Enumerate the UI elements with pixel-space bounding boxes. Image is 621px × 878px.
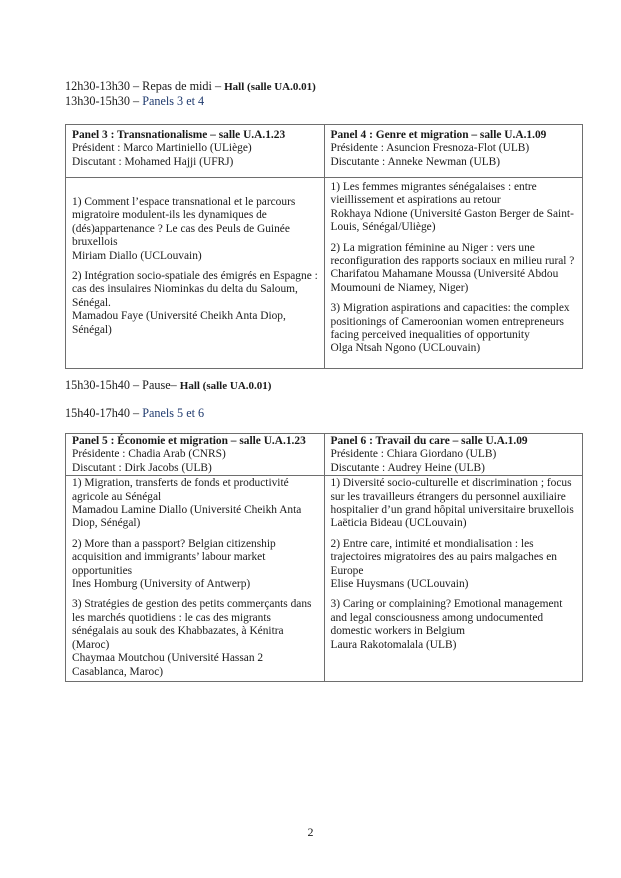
panel-chair: Présidente : Asuncion Fresnoza-Flot (ULB) (330, 142, 530, 155)
session1-time: 13h30-15h30 – (65, 94, 143, 108)
talk-item (72, 196, 319, 263)
panels-3-4-table (65, 124, 583, 369)
talk-speaker: Elise Huysmans (UCLouvain) (330, 578, 469, 591)
lunch-location: Hall (salle UA.0.01) (224, 81, 316, 93)
panel-title: Panel 4 : Genre et migration – salle U.A.1.09 (330, 129, 547, 141)
talk-speaker: Laëticia Bideau (UCLouvain) (330, 517, 467, 530)
talk-item (72, 598, 319, 678)
talk-item (331, 477, 578, 531)
panel-5-header (66, 434, 325, 476)
talk-title: 1) Les femmes migrantes sénégalaises : entre vieillissement et aspirations au retour (330, 181, 537, 207)
lunch-line (65, 80, 316, 94)
pause-time: 15h30-15h40 – Pause– (65, 378, 180, 392)
talk-item (331, 538, 578, 592)
panel-discussant: Discutant : Dirk Jacobs (ULB) (72, 461, 212, 474)
panel-3-header (66, 125, 325, 178)
panel-3-talks (66, 178, 325, 369)
talk-speaker: Laura Rakotomalala (ULB) (330, 638, 457, 651)
talk-title: 3) Migration aspirations and capacities: the complex positionings of Cameroonian women entrepreneurs facing perceived inequalities of opportunity (330, 302, 570, 342)
talk-speaker: Charifatou Mahamane Moussa (Université Abdou Moumouni de Niamey, Niger) (330, 268, 559, 294)
talk-item (72, 538, 319, 592)
panel-discussant: Discutant : Mohamed Hajji (UFRJ) (72, 155, 234, 168)
talk-speaker: Ines Homburg (University of Antwerp) (72, 578, 251, 591)
panel-title: Panel 5 : Économie et migration – salle U.A.1.23 (72, 435, 306, 447)
talk-item (331, 242, 578, 296)
panels-5-6-table (65, 433, 583, 682)
panel-chair: Présidente : Chiara Giordano (ULB) (330, 448, 497, 461)
talk-item (72, 270, 319, 337)
panel-discussant: Discutante : Audrey Heine (ULB) (330, 461, 485, 474)
talk-item (331, 302, 578, 356)
pause-location: Hall (salle UA.0.01) (179, 380, 272, 392)
panel-title: Panel 3 : Transnationalisme – salle U.A.1.23 (72, 129, 286, 141)
session2-label: Panels 5 et 6 (142, 406, 205, 420)
pause-line (65, 379, 271, 393)
talk-title: 2) La migration féminine au Niger : vers une reconfiguration des rapports sociaux en milieu rural ? (330, 241, 575, 268)
talk-speaker: Olga Ntsah Ngono (UCLouvain) (330, 342, 481, 355)
talk-item (331, 598, 578, 652)
talk-title: 3) Stratégies de gestion des petits commerçants dans les marchés quotidiens : le cas des migrants sénégalais au souk des Khabbazates, à Kénitra (Maroc) (72, 598, 312, 651)
talk-title: 1) Migration, transferts de fonds et productivité agricole au Sénégal (72, 477, 289, 503)
talk-title: 2) More than a passport? Belgian citizenship acquisition and immigrants’ labour market opportunities (72, 537, 276, 577)
talk-title: 2) Entre care, intimité et mondialisation : les trajectoires migratoires des au pairs malgaches en Europe (330, 537, 557, 577)
talk-title: 1) Comment l’espace transnational et le parcours migratoire modulent-ils les dynamiques de (dés)appartenance ? Le cas des Peuls de Guinée bruxellois (72, 196, 296, 249)
session1-line (65, 95, 204, 108)
talk-title: 2) Intégration socio-spatiale des émigrés en Espagne : cas des insulaires Niominkas du delta du Saloum, Sénégal. (72, 270, 318, 309)
panel-4-header (324, 125, 583, 178)
panel-6-talks (324, 476, 583, 682)
session1-label: Panels 3 et 4 (142, 94, 205, 108)
lunch-time: 12h30-13h30 – Repas de midi – (65, 79, 225, 93)
panel-title: Panel 6 : Travail du care – salle U.A.1.09 (330, 435, 528, 447)
panel-5-talks (66, 476, 325, 682)
talk-speaker: Rokhaya Ndione (Université Gaston Berger de Saint-Louis, Sénégal/Uliège) (330, 207, 574, 234)
panel-chair: Président : Marco Martiniello (ULiège) (72, 142, 252, 155)
talk-item (331, 181, 578, 235)
talk-speaker: Miriam Diallo (UCLouvain) (72, 249, 202, 262)
panel-6-header (324, 434, 583, 476)
panel-discussant: Discutante : Anneke Newman (ULB) (330, 155, 501, 168)
talk-speaker: Mamadou Lamine Diallo (Université Cheikh Anta Diop, Sénégal) (72, 504, 302, 530)
talk-speaker: Chaymaa Moutchou (Université Hassan 2 Casablanca, Maroc) (72, 652, 264, 678)
panel-4-talks (324, 178, 583, 369)
page-number: 2 (307, 825, 314, 839)
talk-item (72, 477, 319, 531)
talk-title: 1) Diversité socio-culturelle et discrimination ; focus sur les travailleurs étrangers du personnel auxiliaire hospitalier d’un grand hôpital universitaire bruxellois (330, 477, 574, 517)
talk-title: 3) Caring or complaining? Emotional management and legal consciousness among undocumented domestic workers in Belgium (330, 598, 563, 638)
panel-chair: Présidente : Chadia Arab (CNRS) (72, 448, 226, 461)
talk-speaker: Mamadou Faye (Université Cheikh Anta Diop, Sénégal) (72, 310, 286, 336)
session2-time: 15h40-17h40 – (65, 406, 143, 420)
session2-line (65, 407, 204, 420)
